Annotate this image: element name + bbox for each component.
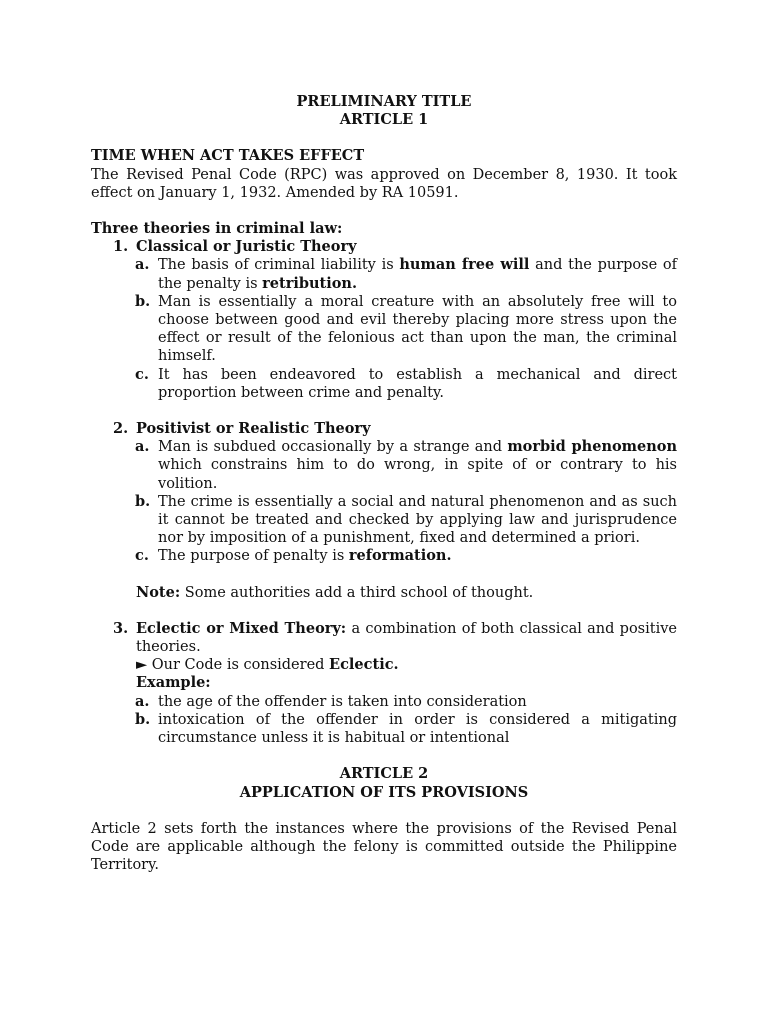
theory-2-item-a	[91, 438, 677, 493]
text-span: Man is subdued occasionally by a strange and	[158, 439, 508, 456]
code-eclectic-line	[91, 656, 677, 674]
theory-3-item-a	[91, 693, 677, 711]
theory-2-item-b	[91, 493, 677, 548]
bold-span: morbid phenomenon	[507, 438, 677, 456]
heading-article-2: ARTICLE 2	[339, 765, 429, 783]
item-marker: c.	[135, 547, 149, 565]
theory-2-title: Positivist or Realistic Theory	[136, 420, 371, 438]
text-span: and the purpose of the penalty is	[158, 257, 678, 292]
theory-2-item-c	[91, 547, 677, 565]
text-span: the age of the offender is taken into consideration	[158, 693, 527, 710]
example-label: Example:	[136, 674, 211, 692]
item-marker: a.	[135, 438, 150, 456]
text-span: Man is essentially a moral creature with an absolutely free will to choose between good and evil thereby placing more stress upon the effect or result of the felonious act than upon the man, the criminal himself.	[158, 293, 677, 365]
note-text: Some authorities add a third school of thought.	[180, 584, 534, 601]
theory-3-item-b	[91, 711, 677, 747]
article-2-title: APPLICATION OF ITS PROVISIONS	[239, 783, 529, 801]
intro-paragraph: The Revised Penal Code (RPC) was approved on December 8, 1930. It took effect on January 1, 1932. Amended by RA 10591.	[91, 166, 677, 201]
item-marker: b.	[135, 492, 151, 510]
theory-2-number: 2.	[113, 420, 129, 438]
text-span: The purpose of penalty is	[158, 548, 349, 565]
bold-span: human free will	[399, 256, 530, 274]
text-span: The crime is essentially a social and natural phenomenon and as such it cannot be treated and checked by applying law and jurisprudence nor by imposition of a punishment, fixed and determined a priori.	[158, 493, 677, 547]
note-label: Note:	[136, 583, 181, 601]
bold-span: Eclectic.	[329, 656, 399, 674]
theory-3-title: Eclectic or Mixed Theory:	[136, 619, 347, 637]
document-page	[91, 93, 677, 874]
theories-heading: Three theories in criminal law:	[91, 220, 343, 238]
theory-3-number: 3.	[113, 619, 129, 637]
text-span: intoxication of the offender in order is considered a mitigating circumstance unless it is habitual or intentional	[158, 711, 677, 747]
bold-span: reformation.	[348, 547, 452, 565]
theory-1-item-c	[91, 366, 677, 402]
heading-article-1: ARTICLE 1	[339, 111, 429, 129]
text-span: It has been endeavored to establish a mechanical and direct proportion between crime and penalty.	[158, 366, 677, 401]
text-span: ► Our Code is considered	[136, 657, 330, 674]
bold-span: retribution.	[262, 274, 358, 292]
theory-3	[91, 620, 677, 656]
item-marker: b.	[135, 292, 151, 310]
note-paragraph	[91, 584, 677, 602]
theory-1-title: Classical or Juristic Theory	[136, 238, 357, 256]
article-2-paragraph: Article 2 sets forth the instances where the provisions of the Revised Penal Code are applicable although the felony is committed outside the Philippine Territory.	[91, 820, 677, 874]
item-marker: a.	[135, 692, 150, 710]
section-title: TIME WHEN ACT TAKES EFFECT	[91, 147, 365, 165]
text-span: which constrains him to do wrong, in spite of or contrary to his volition.	[158, 457, 677, 492]
item-marker: b.	[135, 710, 151, 728]
text-span: The basis of criminal liability is	[158, 257, 400, 274]
theory-1-item-a	[91, 256, 677, 292]
theory-1-item-b	[91, 293, 677, 366]
theory-2	[91, 420, 677, 438]
theory-3-desc: a combination of both classical and positive theories.	[136, 620, 678, 656]
theory-1-number: 1.	[113, 238, 129, 256]
item-marker: a.	[135, 256, 150, 274]
item-marker: c.	[135, 365, 149, 383]
heading-preliminary-title: PRELIMINARY TITLE	[296, 93, 472, 110]
theory-1	[91, 238, 677, 256]
